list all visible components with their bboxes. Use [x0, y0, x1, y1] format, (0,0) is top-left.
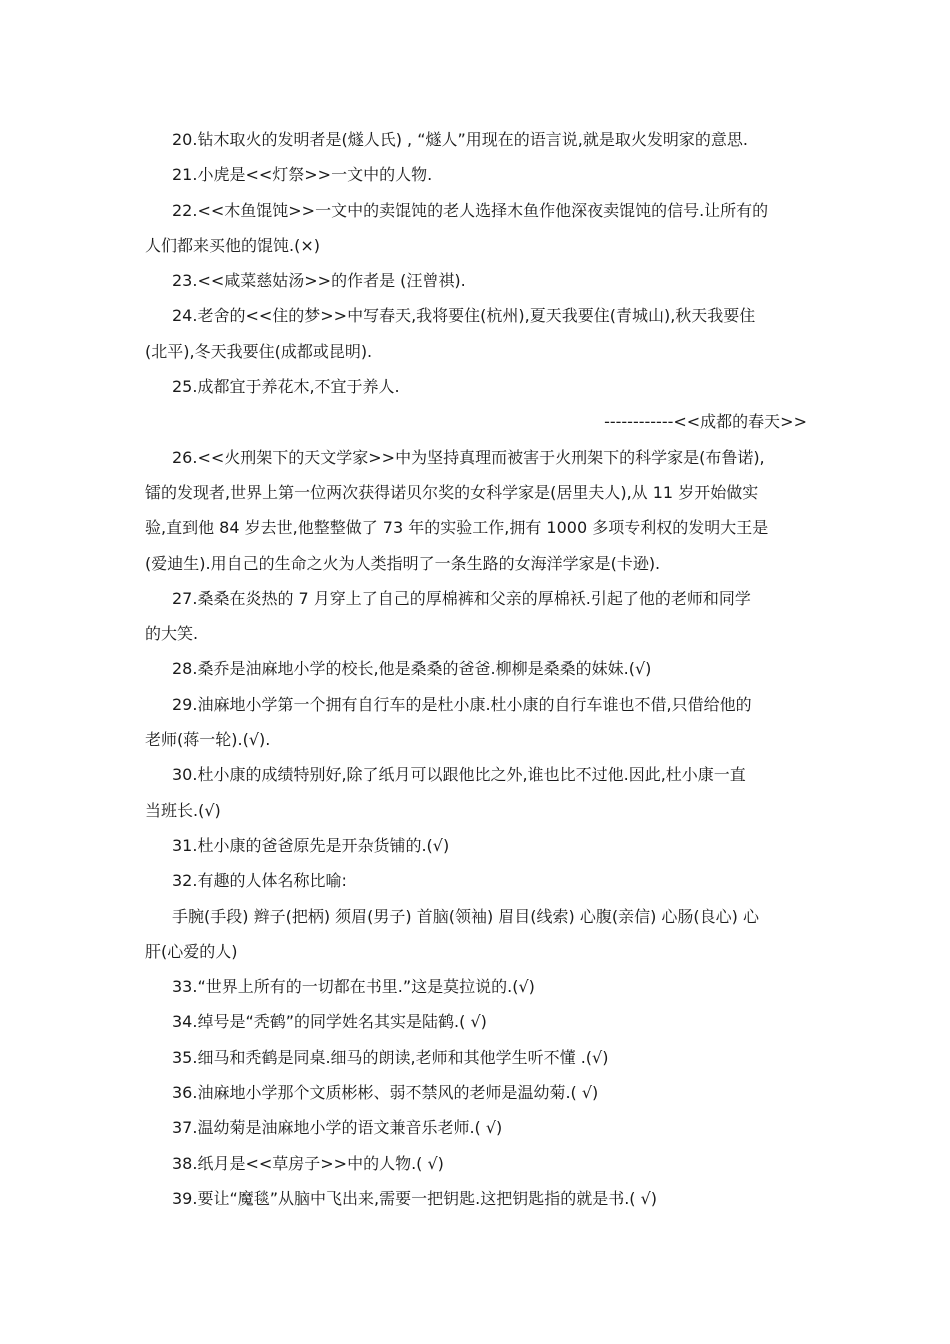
text-line: 手腕(手段) 辫子(把柄) 须眉(男子) 首脑(领袖) 眉目(线索) 心腹(亲信) 心肠(良心) 心: [172, 906, 759, 926]
text-line: 肝(心爱的人): [145, 941, 238, 961]
text-line: 29.油麻地小学第一个拥有自行车的是杜小康.杜小康的自行车谁也不借,只借给他的: [172, 694, 752, 714]
document-body: [145, 122, 810, 1216]
text-line: 34.绰号是“秃鹤”的同学姓名其实是陆鹤.( √): [172, 1012, 487, 1032]
text-line: 30.杜小康的成绩特别好,除了纸月可以跟他比之外,谁也比不过他.因此,杜小康一直: [172, 765, 746, 785]
text-line: 32.有趣的人体名称比喻:: [172, 871, 347, 891]
text-line: 老师(蒋一轮).(√).: [145, 730, 271, 750]
text-line: 28.桑乔是油麻地小学的校长,他是桑桑的爸爸.柳柳是桑桑的妹妹.(√): [172, 659, 652, 679]
text-line: (北平),冬天我要住(成都或昆明).: [145, 341, 373, 361]
text-line: 24.老舍的<<住的梦>>中写春天,我将要住(杭州),夏天我要住(青城山),秋天我要住: [172, 306, 756, 326]
text-line: 当班长.(√): [145, 800, 221, 820]
text-line: 36.油麻地小学那个文质彬彬、弱不禁风的老师是温幼菊.( √): [172, 1083, 599, 1103]
text-line: 23.<<咸菜慈姑汤>>的作者是 (汪曾祺).: [172, 271, 466, 291]
text-line: 27.桑桑在炎热的 7 月穿上了自己的厚棉裤和父亲的厚棉袄.引起了他的老师和同学: [172, 588, 751, 608]
text-line: 21.小虎是<<灯祭>>一文中的人物.: [172, 165, 433, 185]
text-line: (爱迪生).用自己的生命之火为人类指明了一条生路的女海洋学家是(卡逊).: [145, 553, 661, 573]
text-line: 37.温幼菊是油麻地小学的语文兼音乐老师.( √): [172, 1118, 503, 1138]
text-line: 22.<<木鱼馄饨>>一文中的卖馄饨的老人选择木鱼作他深夜卖馄饨的信号.让所有的: [172, 200, 769, 220]
text-line: 验,直到他 84 岁去世,他整整做了 73 年的实验工作,拥有 1000 多项专利权的发明大王是: [145, 518, 769, 538]
text-line: 35.细马和秃鹤是同桌.细马的朗读,老师和其他学生听不懂 .(√): [172, 1047, 609, 1067]
text-line: 20.钻木取火的发明者是(燧人氏) , “燧人”用现在的语言说,就是取火发明家的意思.: [172, 130, 748, 149]
text-line: 人们都来买他的馄饨.(×): [145, 235, 320, 255]
text-line: 26.<<火刑架下的天文学家>>中为坚持真理而被害于火刑架下的科学家是(布鲁诺),: [172, 447, 765, 467]
text-line: 31.杜小康的爸爸原先是开杂货铺的.(√): [172, 835, 450, 855]
text-line: 33.“世界上所有的一切都在书里.”这是莫拉说的.(√): [172, 977, 535, 997]
text-line: 镭的发现者,世界上第一位两次获得诺贝尔奖的女科学家是(居里夫人),从 11 岁开始做实: [145, 482, 759, 502]
text-line: 25.成都宜于养花木,不宜于养人.: [172, 377, 400, 397]
text-line: 的大笑.: [145, 624, 199, 644]
source-attribution: ------------<<成都的春天>>: [604, 412, 807, 432]
text-line: 38.纸月是<<草房子>>中的人物.( √): [172, 1153, 444, 1173]
text-line: 39.要让“魔毯”从脑中飞出来,需要一把钥匙.这把钥匙指的就是书.( √): [172, 1188, 658, 1208]
